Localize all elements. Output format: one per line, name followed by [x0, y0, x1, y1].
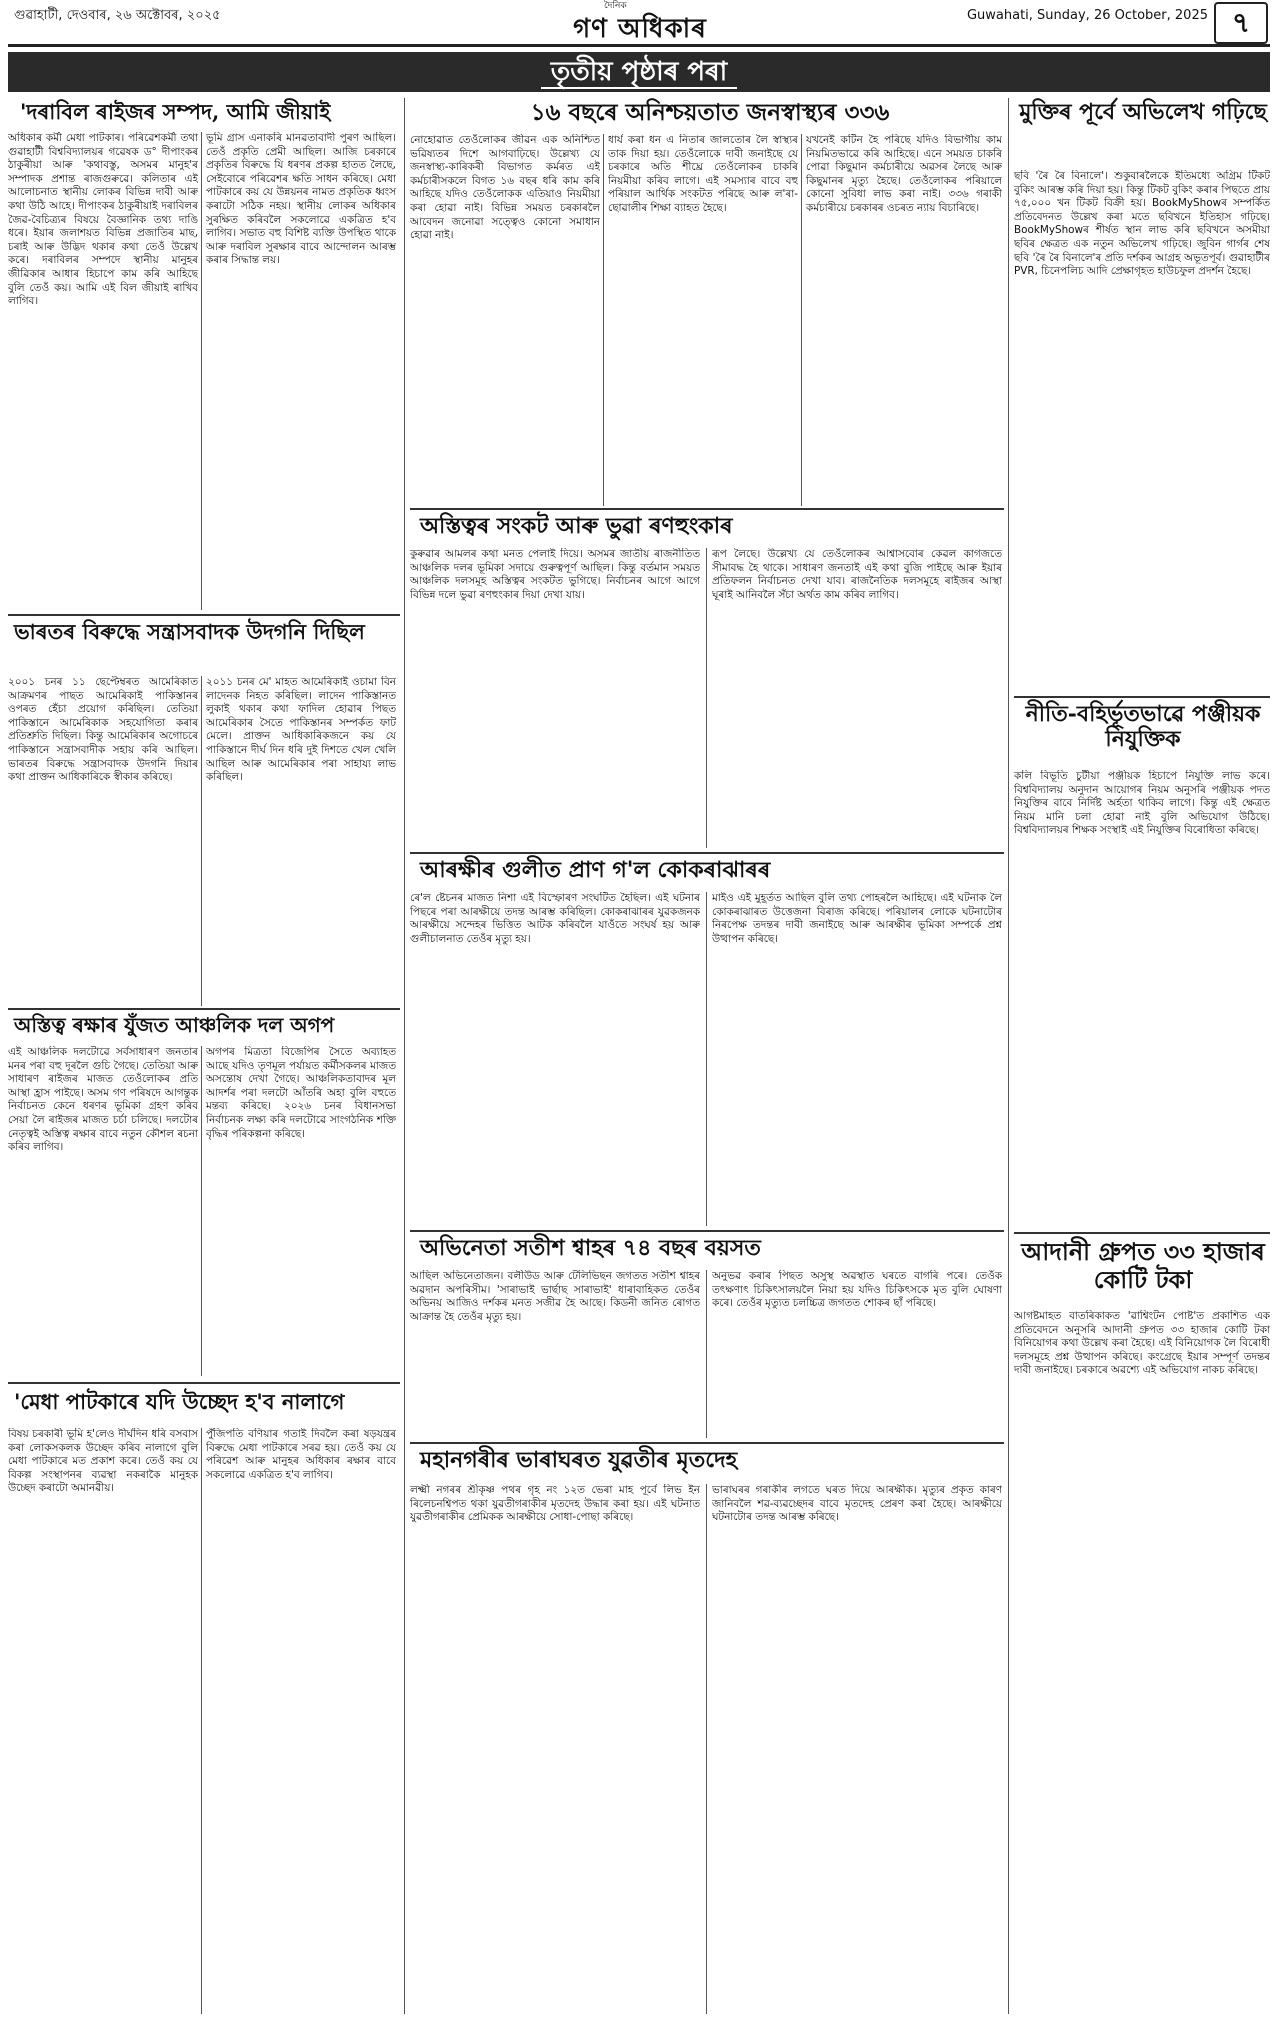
date-right: Guwahati, Sunday, 26 October, 2025	[966, 8, 1208, 23]
divider	[8, 614, 400, 616]
divider	[201, 132, 202, 610]
headline-astitwa-rakhya: অস্তিত্ব ৰক্ষাৰ যুঁজত আঞ্চলিক দল অগপ	[14, 1013, 335, 1037]
mahanagar-col1: লক্ষ্মী নগৰৰ শ্ৰীকৃষ্ণ পথৰ গৃহ নং ১২ত ভেৰা মাহ পূৰ্বে লিভ ইন ৰিলেচনশ্বিপত থকা যুৱতীগৰাকীৰ মৃতদেহ উদ্ধাৰ কৰা হয়। এই ঘটনাত যুৱতীগৰাকীৰ প্ৰেমিকক আৰক্ষীয়ে সোধা-পোছা কৰিছে।	[410, 1484, 700, 1524]
divider	[706, 548, 707, 848]
satish-col1: আছিল অভিনেতাজন। বলীউড আৰু টেলিভিছন জগতত সতীশ শ্বাহৰ অৱদান অপৰিসীম। 'সাৰাভাই ভাৰ্ছাছ সাৰাভাই' ধাৰাবাহিকত তেওঁৰ অভিনয় আজিও দৰ্শকৰ মনত সজীৱ হৈ আছে। কিডনী জনিত ৰোগত আক্ৰান্ত হৈ তেওঁৰ মৃত্যু হয়।	[410, 1270, 700, 1323]
paper-name: গণ অধিকাৰ	[573, 14, 707, 44]
column-divider	[1008, 98, 1009, 2014]
divider	[706, 1484, 707, 2014]
headline-mukti: মুক্তিৰ পূৰ্বে অভিলেখ গঢ়িছে	[1019, 99, 1267, 125]
divider	[410, 852, 1004, 854]
headline-medha: 'মেধা পাটকাৰে যদি উচ্ছেদ হ'ব নালাগে	[14, 1389, 345, 1414]
paper-logo	[520, 0, 760, 44]
mahanagar-col2: ভাৰাঘৰৰ গৰাকীৰ লগতে ঘৰত দিয়ে আৰক্ষীক। মৃত্যুৰ প্ৰকৃত কাৰণ জানিবলৈ শৱ-ব্যৱচ্ছেদৰ বাবে মৃতদেহ প্ৰেৰণ কৰা হৈছে। আৰক্ষীয়ে ঘটনাটোৰ তদন্ত আৰম্ভ কৰিছে।	[712, 1484, 1002, 1524]
janaswasthya-col2: ধাৰ্য কৰা ধন এ নিতাৰ জালতোৰ লৈ স্বাস্থ্যৰ তাক দিয়া হয়। তেওঁলোকে দাবী জনাইছে যে চৰকাৰে অতি শীঘ্ৰে তেওঁলোকৰ চাকৰি নিয়মীয়া কৰিব লাগে। এই সমস্যাৰ বাবে বহু পৰিয়াল আৰ্থিক সংকটত পৰিছে আৰু ল'ৰা-ছোৱালীৰ শিক্ষা ব্যাহত হৈছে।	[608, 134, 798, 214]
headline-astitwa-sankat: অস্তিত্বৰ সংকট আৰু ভুৱা ৰণহুংকাৰ	[420, 513, 733, 539]
headline-arakhi: আৰক্ষীৰ গুলীত প্ৰাণ গ'ল কোকৰাঝাৰৰ	[420, 857, 771, 883]
satish-col2: অনুভৱ কৰাৰ পিছত অসুস্থ অৱস্থাত ঘৰতে বাগৰি পৰে। তেওঁক তৎক্ষণাৎ চিকিৎসালয়লৈ নিয়া হয় যদিও চিকিৎসকে মৃত বুলি ঘোষণা কৰে। তেওঁৰ মৃত্যুত চলচ্চিত্ৰ জগতত শোকৰ ছাঁ পৰিছে।	[712, 1270, 1002, 1310]
divider	[1014, 1232, 1270, 1234]
arakhi-col1: ৰে'ল ষ্টেচনৰ মাজত নিশা এই বিস্ফোৰণ সংঘটিত হৈছিল। এই ঘটনাৰ পিছৰে পৰা আৰক্ষীয়ে তদন্ত আৰম্ভ কৰিছিল। কোকৰাঝাৰৰ যুৱকজনক আৰক্ষীয়ে সন্দেহৰ ভিত্তিত আটক কৰিবলৈ যাওঁতে সংঘৰ্ষ হয় আৰু গুলীচালনাত তেওঁৰ মৃত্যু হয়।	[410, 892, 700, 945]
section-banner	[8, 52, 1270, 92]
mukti-body: ছবি 'ৰৈ ৰৈ বিনালে'। শুকুবাৰলৈকে ইতিমধ্যে অগ্ৰিম টিকট বুকিং আৰম্ভ কৰি দিয়া হয়। কিন্তু টিকট বুকিং কৰাৰ পিছতে প্ৰায় ৭৫,০০০ খন টিকট বিক্ৰী হয়। BookMyShowৰ সম্পৰ্কিত প্ৰতিবেদনত উল্লেখ কৰা মতে ছবিখনে ইতিহাস গঢ়িছে। BookMyShowৰ শীৰ্ষত স্থান লাভ কৰি ছবিখনে অসমীয়া ছবিৰ ক্ষেত্ৰত এক নতুন অভিলেখ গঢ়িছে। জুবিন গাৰ্গৰ শেষ ছবি 'ৰৈ ৰৈ বিনালে'ৰ প্ৰতি দৰ্শকৰ আগ্ৰহ অভূতপূৰ্ব। গুৱাহাটীৰ PVR, চিনেপলিচ আদি প্ৰেক্ষাগৃহত হাউচফুল প্ৰদৰ্শন হৈছে।	[1014, 170, 1270, 278]
banner-title: তৃতীয় পৃষ্ঠাৰ পৰা	[541, 57, 737, 89]
masthead-rule	[8, 44, 1270, 47]
arakhi-col2: মাইও এই মুহূৰ্তত আছিল বুলি তথ্য পোহৰলৈ আহিছে। এই ঘটনাক লৈ কোকৰাঝাৰত উত্তেজনা বিৰাজ কৰিছে। পৰিয়ালৰ লোকে ঘটনাটোৰ নিৰপেক্ষ তদন্তৰ দাবী জনাইছে আৰু আৰক্ষীৰ ভূমিকা সম্পৰ্কে প্ৰশ্ন উত্থাপন কৰিছে।	[712, 892, 1002, 945]
dorabil-col1: অধিকাৰ কৰ্মী মেধা পাটকাৰ। পৰিৱেশকৰ্মী তথা গুৱাহাটী বিশ্ববিদ্যালয়ৰ গৱেষক ড° দীপাংকৰ ঠাকুৰীয়া আৰু 'কথাবস্তু, অসমৰ মানুহ'ৰ সম্পাদক প্ৰশান্ত ৰাজগুৰুৱে। কলিতাৰ এই আলোচনাত স্থানীয় লোকৰ বিভিন্ন দাবী আৰু কথা উঠি আহে। দীপাংকৰ ঠাকুৰীয়াই দৰাবিলৰ জৈৱ-বৈচিত্ৰ্যৰ বিষয়ে বৈজ্ঞানিক তথ্য দাঙি ধৰে। ইয়াৰ জলাশয়ত বিভিন্ন প্ৰজাতিৰ মাছ, চৰাই আৰু উদ্ভিদ থকাৰ কথা তেওঁ উল্লেখ কৰে। দৰাবিলৰ সম্পদে স্থানীয় মানুহৰ জীৱিকাৰ আধাৰ হিচাপে কাম কৰি আহিছে বুলি তেওঁ কয়। আমি এই বিল জীয়াই ৰাখিব লাগিব।	[8, 132, 198, 308]
headline-satish: অভিনেতা সতীশ শ্বাহৰ ৭৪ বছৰ বয়সত	[420, 1235, 761, 1261]
divider	[410, 1442, 1004, 1444]
divider	[1014, 696, 1270, 698]
paper-small-label: দৈনিক	[604, 1, 627, 11]
adani-body: আগষ্টমাহত বাতৰিকাকত 'ৱাশ্বিংটন পোষ্ট'ত প্ৰকাশিত এক প্ৰতিবেদনে অনুসৰি আদানী গ্ৰুপত ৩৩ হাজাৰ কোটি টকা বিনিয়োগৰ কথা উল্লেখ কৰা হৈছে। এই বিনিয়োগক লৈ বিৰোধী দলসমূহে প্ৰশ্ন উত্থাপন কৰিছে। কংগ্ৰেছে ইয়াৰ সম্পূৰ্ণ তদন্তৰ দাবী জনাইছে। চৰকাৰে অৱশ্যে এই অভিযোগ নাকচ কৰিছে।	[1014, 1310, 1270, 1377]
dorabil-col2: ভূমি গ্ৰাস এনাকৰি মানৱতাবাদী পুৰণ আছিল। তেওঁ প্ৰকৃতি প্ৰেমী আছিল। আজি চৰকাৰে প্ৰকৃতিৰ বিৰুদ্ধে যি ধৰণৰ প্ৰকল্প হাতত লৈছে, সেইবোৰে পৰিৱেশৰ ক্ষতি সাধন কৰিছে। মেধা পাটকাৰে কয় যে উন্নয়নৰ নামত প্ৰকৃতিক ধ্বংস কৰাটো সঠিক নহয়। স্থানীয় লোকৰ অধিকাৰ সুৰক্ষিত কৰিবলৈ সকলোৱে একত্ৰিত হ'ব লাগিব। সভাত বহু বিশিষ্ট ব্যক্তি উপস্থিত থাকে আৰু দৰাবিল সুৰক্ষাৰ বাবে আন্দোলন আৰম্ভ কৰাৰ সিদ্ধান্ত লয়।	[206, 132, 396, 267]
divider	[8, 1382, 400, 1384]
divider	[8, 1008, 400, 1010]
divider	[706, 892, 707, 1226]
headline-adani: আদানী গ্ৰুপত ৩৩ হাজাৰ কোটি টকা	[1021, 1237, 1265, 1294]
divider	[410, 508, 1004, 510]
divider	[201, 1428, 202, 2014]
astitwa-sankat-col2: ৰূপ লৈছে। উল্লেখ্য যে তেওঁলোকৰ আশ্বাসবোৰ কেৱল কাগজতে সীমাবদ্ধ হৈ থাকে। সাধাৰণ জনতাই এই কথা বুজি পাইছে আৰু ইয়াৰ প্ৰতিফলন নিৰ্বাচনত দেখা যাব। ৰাজনৈতিক দলসমূহে ৰাইজৰ আস্থা ঘূৰাই আনিবলৈ সঁচা অৰ্থত কাম কৰিব লাগিব।	[712, 548, 1002, 601]
astitwa-sankat-col1: কুৰুৱাৰ আমলৰ কথা মনত পেলাই দিয়ে। অসমৰ জাতীয় ৰাজনীতিত আঞ্চলিক দলৰ ভূমিকা সদায়ে গুৰুত্বপূৰ্ণ আছিল। কিন্তু বৰ্তমান সময়ত আঞ্চলিক দলসমূহ অস্তিত্বৰ সংকটত ভুগিছে। নিৰ্বাচনৰ আগে আগে বিভিন্ন দলে ভুৱা ৰণহুংকাৰ দিয়া দেখা যায়।	[410, 548, 700, 601]
date-left: গুৱাহাটী, দেওবাৰ, ২৬ অক্টোবৰ, ২০২৫	[14, 8, 221, 23]
divider	[201, 676, 202, 1006]
janaswasthya-col1: নোহোৱাত তেওঁলোকৰ জীৱন এক অনিশ্চিত ভৱিষ্যতৰ দিশে আগবাঢ়িছে। উল্লেখ্য যে জনস্বাস্থ্য-কাৰিকৰী বিভাগত কৰ্মৰত এই কৰ্মচাৰীসকলে বিগত ১৬ বছৰ ধৰি কাম কৰি আহিছে যদিও তেওঁলোকক এতিয়াও নিয়মীয়া কৰা হোৱা নাই। বিভিন্ন সময়ত চৰকাৰলৈ আবেদন জনোৱা সত্ত্বেও কোনো সমাধান হোৱা নাই।	[410, 134, 600, 242]
masthead	[0, 0, 1278, 44]
niti-body: কলি বিভূতি চুটীয়া পঞ্জীয়ক হিচাপে নিযুক্তি লাভ কৰে। বিশ্ববিদ্যালয় অনুদান আয়োগৰ নিয়ম অনুসৰি পঞ্জীয়ক পদত নিযুক্তিৰ বাবে নিৰ্দিষ্ট অৰ্হতা থাকিব লাগে। কিন্তু এই ক্ষেত্ৰত নিয়ম মানি চলা হোৱা নাই বুলি অভিযোগ উঠিছে। বিশ্ববিদ্যালয়ৰ শিক্ষক সংস্থাই এই নিযুক্তিৰ বিৰোধিতা কৰিছে।	[1014, 770, 1270, 837]
astitwa-rakhya-col1: এই আঞ্চলিক দলটোৱে সৰ্বসাধাৰণ জনতাৰ মনৰ পৰা বহু দূৰলৈ গুচি গৈছে। তেতিয়া আৰু সাধাৰণ ৰাইজৰ মাজত তেওঁলোকৰ প্ৰতি আস্থা হ্ৰাস পাইছে। অসম গণ পৰিষদে আগন্তুক নিৰ্বাচনত কেনে ধৰণৰ ভূমিকা গ্ৰহণ কৰিব সেয়া লৈ ৰাইজৰ মাজত চৰ্চা চলিছে। দলটোৰ নেতৃত্বই অস্তিত্ব ৰক্ষাৰ বাবে নতুন কৌশল ৰচনা কৰিব লাগিব।	[8, 1046, 198, 1154]
headline-janaswasthya: ১৬ বছৰে অনিশ্চয়তাত জনস্বাস্থ্যৰ ৩৩৬	[530, 99, 890, 126]
medha-col1: বিষয় চৰকাৰী ভূমি হ'লেও দীৰ্ঘদিন ধৰি বসবাস কৰা লোকসকলক উচ্ছেদ কৰিব নালাগে বুলি মেধা পাটকাৰে মত প্ৰকাশ কৰে। তেওঁ কয় যে বিকল্প সংস্থাপনৰ ব্যৱস্থা নকৰাকৈ মানুহক উচ্ছেদ কৰাটো অমানৱীয়।	[8, 1428, 198, 1495]
headline-dorabil: 'দৰাবিল ৰাইজৰ সম্পদ, আমি জীয়াই	[20, 99, 331, 124]
bharat-col2: ২০১১ চনৰ মে' মাহত আমেৰিকাই ওচামা বিন লাদেনক নিহত কৰিছিল। লাদেন পাকিস্তানত লুকাই থকাৰ কথা ফাদিল হোৱাৰ পিছত আমেৰিকাৰ সৈতে পাকিস্তানৰ সম্পৰ্কত ফাট মেলে। প্ৰাক্তন আধিকাৰিকজনে কয় যে পাকিস্তানে দীৰ্ঘ দিন ধৰি দুই দিশতে খেল খেলি আছিল আৰু আমেৰিকাৰ পৰা সাহায্য লাভ কৰিছিল।	[206, 676, 396, 784]
bharat-col1: ২০০১ চনৰ ১১ ছেপ্টেম্বৰত আমেৰিকাত আক্ৰমণৰ পাছত আমেৰিকাই পাকিস্তানৰ ওপৰত হেঁচা প্ৰয়োগ কৰিছিল। তেতিয়া পাকিস্তানে আমেৰিকাক সহযোগিতা কৰাৰ প্ৰতিশ্ৰুতি দিছিল। কিন্তু আমেৰিকাৰ অগোচৰে পাকিস্তানে সন্ত্ৰাসবাদীক সহায় কৰি আছিল। ভাৰতৰ বিৰুদ্ধে সন্ত্ৰাসবাদক উদগনি দিয়াৰ কথা প্ৰাক্তন আধিকাৰিকে স্বীকাৰ কৰিছে।	[8, 676, 198, 784]
janaswasthya-col3: যখনেই কটিন হৈ পৰিছে যদিও বিভাগীয় কাম নিয়মিতভাৱে কৰি আহিছে। এনে সময়ত চাকৰি পোৱা কিছুমান কৰ্মচাৰীয়ে অৱসৰ লৈছে আৰু কিছুমানৰ মৃত্যু হৈছে। তেওঁলোকৰ পৰিয়ালে কোনো সুবিধা লাভ কৰা নাই। ৩৩৬ গৰাকী কৰ্মচাৰীয়ে চৰকাৰৰ ওচৰত ন্যায় বিচাৰিছে।	[806, 134, 1002, 214]
column-divider	[404, 98, 405, 2014]
page-number: ৭	[1214, 2, 1268, 44]
divider	[706, 1270, 707, 1438]
divider	[201, 1046, 202, 1376]
astitwa-rakhya-col2: অগপৰ মিত্ৰতা বিজেপিৰ সৈতে অব্যাহত আছে যদিও তৃণমূল পৰ্যায়ত কৰ্মীসকলৰ মাজত অসন্তোষ দেখা গৈছে। আঞ্চলিকতাবাদৰ মূল আদৰ্শৰ পৰা দলটো আঁতৰি অহা বুলি বহুতে মন্তব্য কৰিছে। ২০২৬ চনৰ বিধানসভা নিৰ্বাচনক লক্ষ্য কৰি দলটোৱে সাংগঠনিক শক্তি বৃদ্ধিৰ পৰিকল্পনা কৰিছে।	[206, 1046, 396, 1140]
headline-niti: নীতি-বহিৰ্ভূতভাৱে পঞ্জীয়ক নিযুক্তিক	[1025, 701, 1261, 753]
divider	[801, 134, 802, 506]
divider	[603, 134, 604, 506]
headline-bharat: ভাৰতৰ বিৰুদ্ধে সন্ত্ৰাসবাদক উদগনি দিছিল	[14, 619, 365, 644]
medha-col2: পুঁজিপতি বণিয়াৰ গতাই দিবলৈ কৰা ষড়যন্ত্ৰৰ বিৰুদ্ধে মেধা পাটকাৰে সৰৱ হয়। তেওঁ কয় যে পৰিৱেশ আৰু মানুহৰ অধিকাৰ ৰক্ষাৰ বাবে সকলোৱে একত্ৰিত হ'ব লাগিব।	[206, 1428, 396, 1481]
divider	[410, 1230, 1004, 1232]
headline-mahanagar: মহানগৰীৰ ভাৰাঘৰত যুৱতীৰ মৃতদেহ	[420, 1447, 738, 1473]
